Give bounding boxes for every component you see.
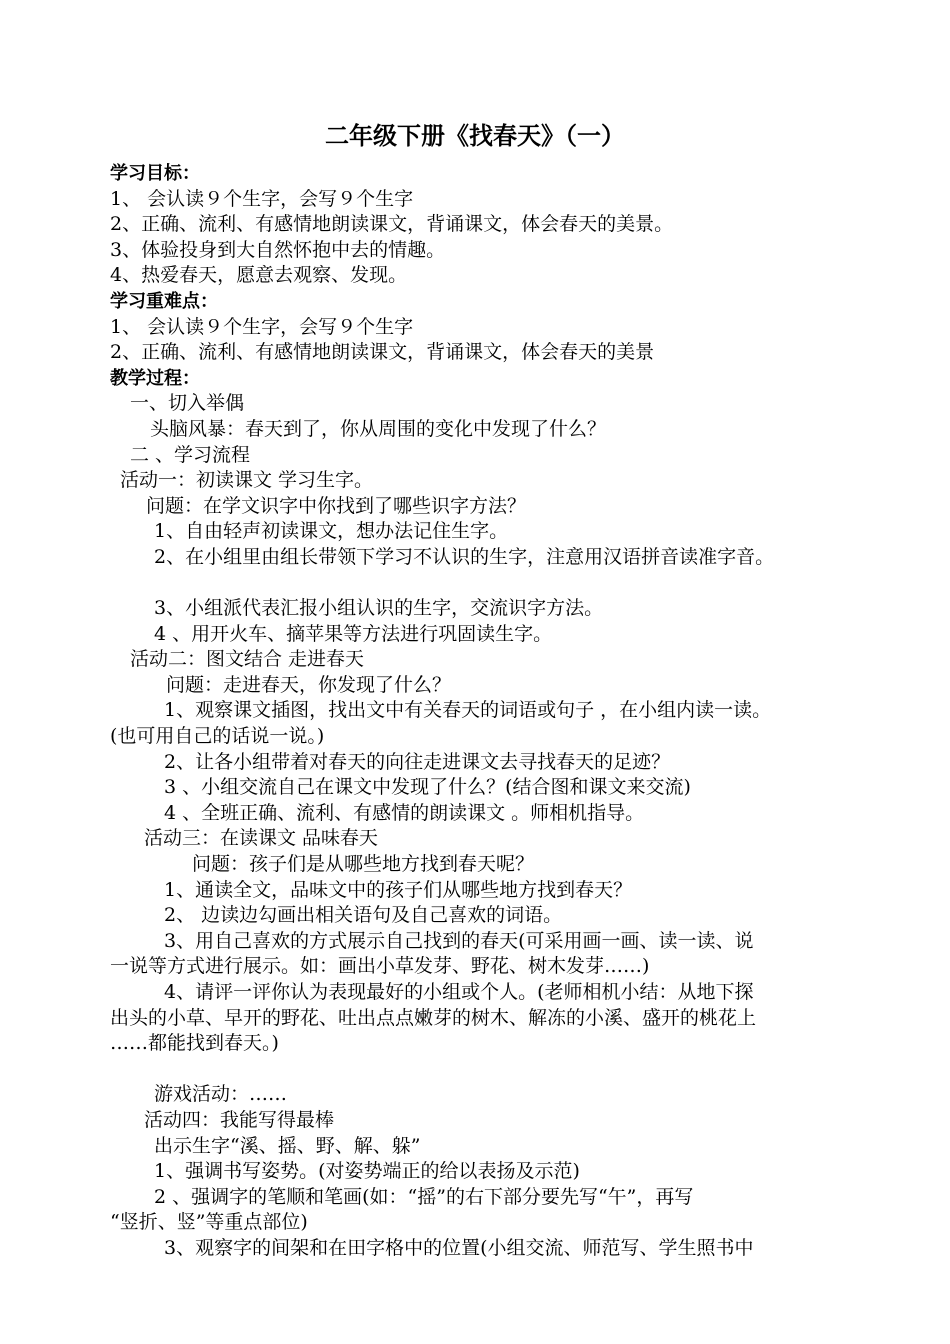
text-line: 出头的小草、早开的野花、吐出点点嫩芽的树木、解冻的小溪、盛开的桃花上 bbox=[110, 1006, 757, 1029]
text-line: 3、观察字的间架和在田字格中的位置(小组交流、师范写、学生照书中 bbox=[164, 1236, 754, 1259]
text-line: 一说等方式进行展示。如：画出小草发芽、野花、树木发芽……) bbox=[110, 955, 650, 978]
text-line: 1、自由轻声初读课文，想办法记住生字。 bbox=[154, 520, 509, 543]
text-line: 3、体验投身到大自然怀抱中去的情趣。 bbox=[110, 238, 446, 261]
text-line: 游戏活动：…… bbox=[154, 1083, 288, 1106]
text-line: “竖折、竖”等重点部位) bbox=[110, 1211, 308, 1234]
text-line: 1、通读全文，品味文中的孩子们从哪些地方找到春天？ bbox=[164, 878, 633, 901]
text-line: 4、请评一评你认为表现最好的小组或个人。(老师相机小结：从地下探 bbox=[164, 981, 754, 1003]
text-line: (也可用自己的话说一说。) bbox=[110, 725, 325, 748]
text-line: ……都能找到春天。) bbox=[110, 1032, 279, 1055]
text-line: 二 、学习流程 bbox=[130, 443, 251, 466]
text-line: 问题：在学文识字中你找到了哪些识字方法？ bbox=[146, 494, 527, 517]
text-line: 出示生字“溪、摇、野、解、躲” bbox=[154, 1134, 421, 1157]
text-line: 活动一：初读课文 学习生字。 bbox=[120, 469, 374, 492]
text-line: 1、强调书写姿势。(对姿势端正的给以表扬及示范) bbox=[154, 1160, 580, 1183]
text-line: 2 、强调字的笔顺和笔画(如：“摇”的右下部分要先写“午”，再写 bbox=[154, 1185, 694, 1208]
text-line: 问题：走进春天，你发现了什么？ bbox=[166, 673, 452, 696]
text-line: 2、正确、流利、有感情地朗读课文，背诵课文，体会春天的美景。 bbox=[110, 213, 674, 236]
text-line: 2、 边读边勾画出相关语句及自己喜欢的词语。 bbox=[164, 904, 563, 927]
text-line: 3、小组派代表汇报小组认识的生字，交流识字方法。 bbox=[154, 597, 604, 620]
text-line: 3 、小组交流自己在课文中发现了什么？(结合图和课文来交流) bbox=[164, 776, 691, 799]
text-line: 2、正确、流利、有感情地朗读课文，背诵课文，体会春天的美景 bbox=[110, 341, 655, 364]
section-heading: 教学过程： bbox=[110, 367, 200, 389]
text-line: 一、切入举偶 bbox=[130, 392, 245, 415]
text-line: 2、让各小组带着对春天的向往走进课文去寻找春天的足迹？ bbox=[164, 750, 671, 773]
text-line: 4 、用开火车、摘苹果等方法进行巩固读生字。 bbox=[154, 622, 553, 645]
text-line: 头脑风暴：春天到了，你从周围的变化中发现了什么？ bbox=[150, 417, 607, 440]
text-line: 1、 会认读９个生字，会写９个生字 bbox=[110, 187, 414, 210]
text-line: 1、 会认读９个生字，会写９个生字 bbox=[110, 315, 414, 338]
section-heading: 学习目标： bbox=[110, 163, 200, 184]
text-line: 问题：孩子们是从哪些地方找到春天呢？ bbox=[192, 853, 535, 876]
section-heading: 学习重难点： bbox=[110, 290, 218, 312]
text-line: 4 、全班正确、流利、有感情的朗读课文 。师相机指导。 bbox=[164, 801, 645, 824]
text-line: 活动四：我能写得最棒 bbox=[144, 1108, 335, 1131]
text-line: 1、观察课文插图，找出文中有关春天的词语或句子 ，在小组内读一读。 bbox=[164, 699, 772, 722]
text-line: 3、用自己喜欢的方式展示自己找到的春天(可采用画一画、读一读、说 bbox=[164, 929, 754, 952]
text-line: 4、热爱春天，愿意去观察、发现。 bbox=[110, 264, 408, 287]
blank-line bbox=[110, 1057, 870, 1083]
blank-line bbox=[110, 571, 870, 597]
text-line: 活动二：图文结合 走进春天 bbox=[130, 648, 365, 671]
document-body bbox=[110, 161, 870, 1262]
text-line: 2、在小组里由组长带领下学习不认识的生字，注意用汉语拼音读准字音。 bbox=[154, 545, 775, 568]
text-line: 活动三：在读课文 品味春天 bbox=[144, 827, 379, 850]
document-title: 二年级下册《找春天》（一） bbox=[325, 122, 625, 150]
